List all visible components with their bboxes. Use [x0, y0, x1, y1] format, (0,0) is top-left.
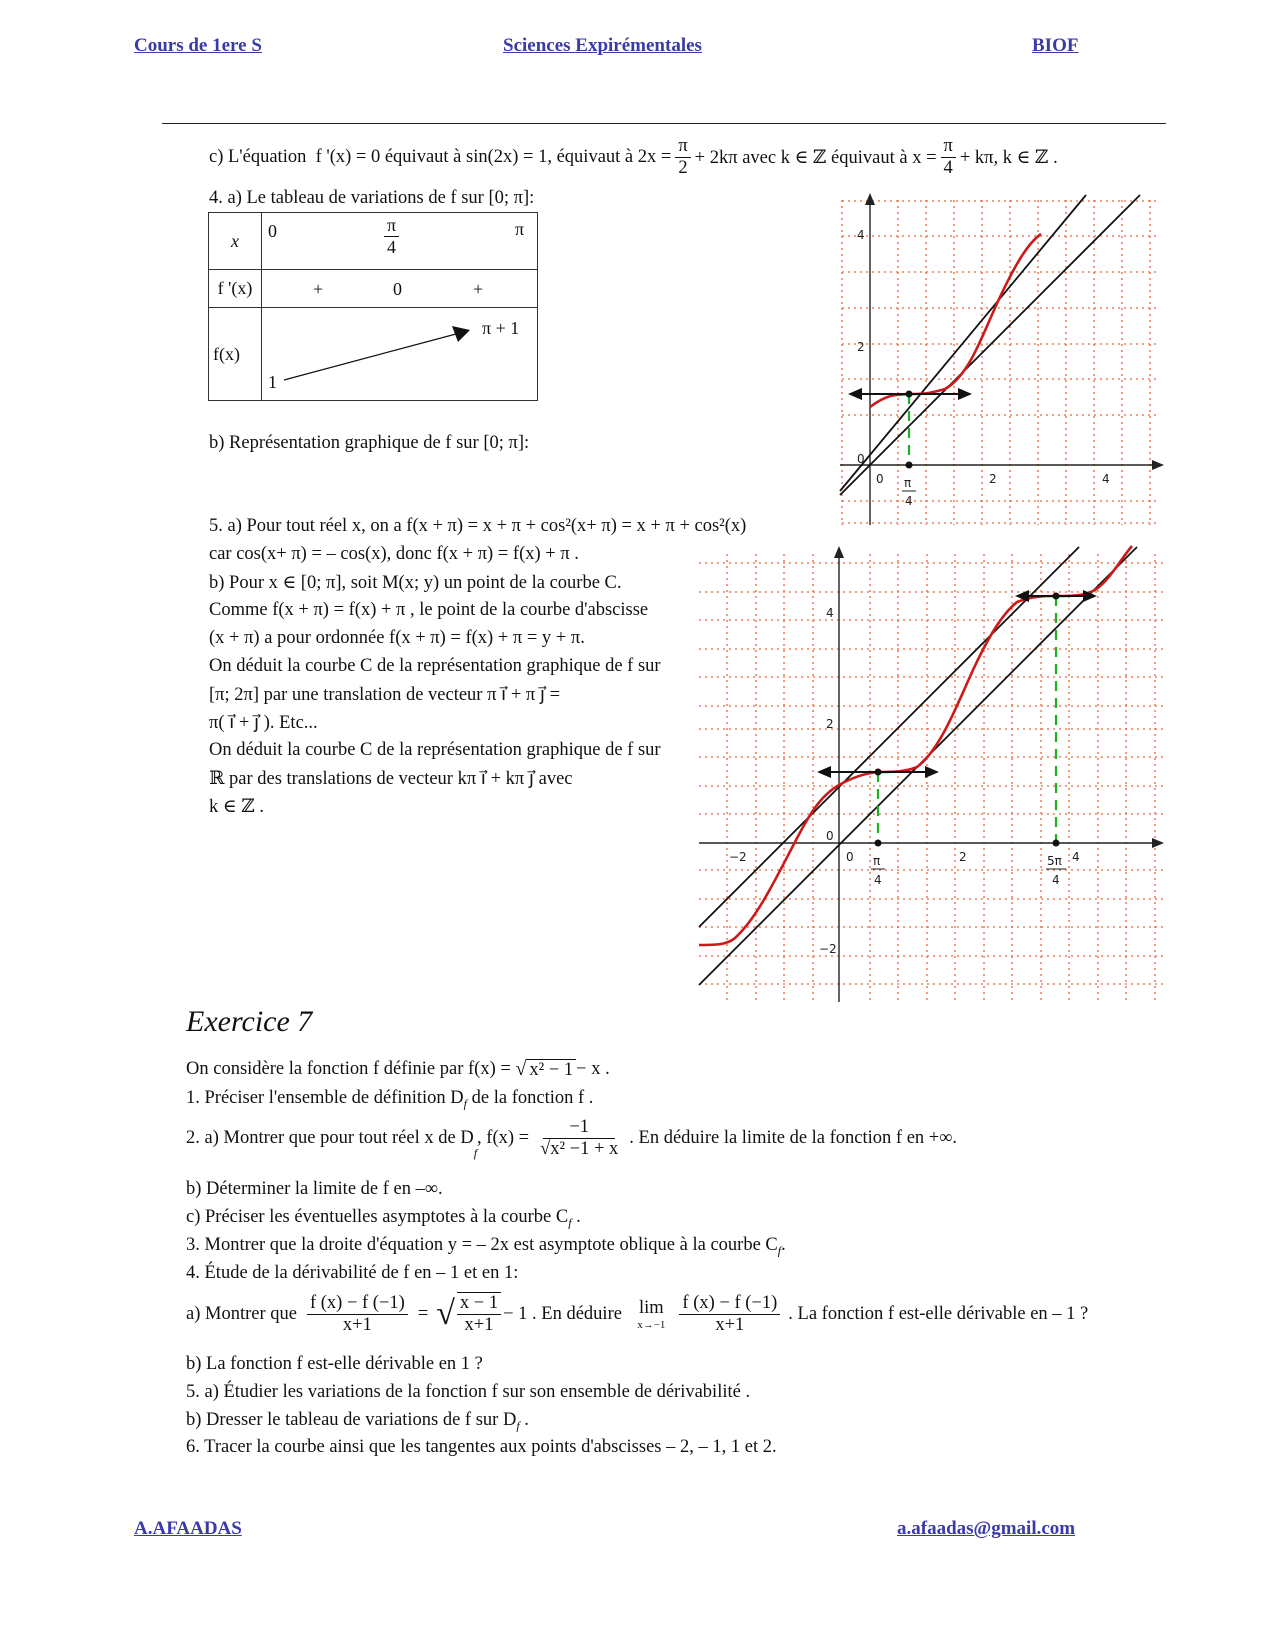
pi-over-2-fraction: $\frac{\pi}{2}$: [675, 136, 690, 180]
curve-f: [699, 546, 1132, 945]
y-tick-4: 4: [857, 228, 865, 242]
y-tick-0: 0: [826, 829, 834, 843]
ex7-q4a: a) Montrer que $\frac{f (x) - f (-1)}{x+1}$ = √ $\frac{x - 1}{x+1}$ − 1 . En déduire lim x→−1 $\frac{f (x) - f (-1)}{x+1}$ . La fonction f est-elle dérivable en – 1 ?: [186, 1292, 1089, 1336]
q2a-fraction: $\frac{-1}{\text{√x² −1 + x}}$: [540, 1117, 619, 1160]
grid: [699, 554, 1163, 1002]
q5-line-2: car cos(x+ π) = – cos(x), donc f(x + π) = f(x) + π .: [209, 544, 579, 564]
y-tick-4: 4: [826, 606, 834, 620]
ex7-q6: 6. Tracer la courbe ainsi que les tangentes aux points d'abscisses – 2, – 1, 1 et 2.: [186, 1437, 777, 1457]
table-f-values: 1 π + 1: [262, 308, 538, 401]
5pi4-denominator: 4: [1052, 873, 1060, 887]
q5-line-4: Comme f(x + π) = f(x) + π , le point de la courbe d'abscisse: [209, 600, 649, 620]
y-tick-minus-2: −2: [819, 942, 837, 956]
header-rule: [162, 123, 1166, 124]
x-tick-2: 2: [959, 850, 967, 864]
q5-line-8: π( i⃗ + j⃗ ). Etc...: [209, 713, 318, 733]
inflection-point-2: [1053, 593, 1060, 600]
ex7-q2c: c) Préciser les éventuelles asymptotes à la courbe $C_f$ .: [186, 1207, 581, 1230]
variation-table: [208, 212, 538, 401]
x-tick-4: 4: [1102, 472, 1110, 486]
table-f-label: f(x): [209, 308, 262, 401]
y-tick-0: 0: [857, 452, 865, 466]
increasing-arrow: [262, 308, 538, 401]
sqrt-icon: √: [436, 1295, 455, 1333]
pi-over-4-point: [906, 462, 913, 469]
x-tick-4: 4: [1072, 850, 1080, 864]
header-center: Sciences Expirémentales: [503, 35, 702, 56]
part-c-t1: c) L'équation: [209, 147, 307, 168]
q5-line-9: On déduit la courbe C de la représentation graphique de f sur: [209, 740, 661, 760]
ex7-q4: 4. Étude de la dérivabilité de f en – 1 et en 1:: [186, 1263, 519, 1283]
sqrt-icon: √: [515, 1058, 527, 1080]
x-axis-arrow-icon: [1152, 460, 1164, 470]
pi4-denominator: 4: [874, 873, 882, 887]
footer-email-link[interactable]: a.afaadas@gmail.com: [897, 1518, 1076, 1539]
grid: [842, 200, 1160, 525]
table-x-label: x: [209, 213, 262, 270]
ex7-q3: 3. Montrer que la droite d'équation y = – 2x est asymptote oblique à la courbe $C_f$.: [186, 1235, 786, 1258]
limit: lim x→−1: [637, 1297, 666, 1331]
y-axis-arrow-icon: [865, 193, 875, 205]
q5-line-6: On déduit la courbe C de la représentation graphique de f sur: [209, 656, 661, 676]
part-c-line: [209, 136, 1058, 180]
pi4-denominator: 4: [905, 494, 913, 508]
tangent-left-arrow-icon: [848, 388, 862, 400]
pi4-numerator: π: [873, 854, 881, 868]
ex7-q1: 1. Préciser l'ensemble de définition $D_f$ de la fonction f .: [186, 1088, 594, 1111]
ex7-q2a: 2. a) Montrer que pour tout réel x de D $_f$ , f(x) = $\frac{-1}{\text{√x² −1 + x}}$ . En déduire la limite de la fonction f en +∞.: [186, 1117, 958, 1160]
ex7-q4b: b) La fonction f est-elle dérivable en 1 ?: [186, 1354, 483, 1374]
part-c-t2: f '(x) = 0 équivaut à sin(2x) = 1, équivaut à 2x =: [315, 147, 672, 168]
table-deriv-signs: + 0 +: [262, 270, 538, 308]
q5-line-5: (x + π) a pour ordonnée f(x + π) = f(x) + π = y + π.: [209, 628, 585, 648]
lower-bound-line: [840, 195, 1140, 495]
inflection-point-1: [875, 769, 882, 776]
axes: [840, 197, 1160, 525]
table-deriv-label: f '(x): [209, 270, 262, 308]
ex7-q5b: b) Dresser le tableau de variations de f sur $D_f$ .: [186, 1410, 529, 1433]
q5-line-7: [π; 2π] par une translation de vecteur π i⃗ + π j⃗ =: [209, 685, 561, 705]
x-tick-0: 0: [876, 472, 884, 486]
5pi4-numerator: 5π: [1047, 854, 1062, 868]
inflection-point: [906, 391, 913, 398]
ex7-intro: On considère la fonction f définie par f(x) = √ x² − 1 − x .: [186, 1058, 610, 1080]
q4a-fraction-3: $\frac{f (x) - f (-1)}{x+1}$: [679, 1293, 780, 1337]
ex7-q5a: 5. a) Étudier les variations de la fonction f sur son ensemble de dérivabilité .: [186, 1382, 751, 1402]
pi-over-4-point: [875, 840, 882, 847]
x-axis-arrow-icon: [1152, 838, 1164, 848]
tangent-right-arrow-icon: [958, 388, 972, 400]
y-tick-2: 2: [857, 340, 865, 354]
part-c-t3: + 2kπ avec k ∈ ℤ équivaut à x =: [694, 147, 937, 168]
tangent1-left-arrow-icon: [817, 766, 831, 778]
exercise-title: Exercice 7: [186, 1005, 313, 1038]
x-tick-minus-2: −2: [729, 850, 747, 864]
y-tick-2: 2: [826, 717, 834, 731]
y-axis-arrow-icon: [834, 546, 844, 558]
q5-line-3: b) Pour x ∈ [0; π], soit M(x; y) un point de la courbe C.: [209, 573, 622, 593]
header-left: Cours de 1ere S: [134, 35, 262, 56]
upper-bound-line: [840, 195, 1086, 491]
graph-periodic: [695, 540, 1170, 1005]
q4a-fraction-2: $\frac{x - 1}{x+1}$: [457, 1292, 501, 1337]
x-tick-2: 2: [989, 472, 997, 486]
header-right: BIOF: [1032, 35, 1079, 56]
tangent1-right-arrow-icon: [925, 766, 939, 778]
q5-line-10: ℝ par des translations de vecteur kπ i⃗ + kπ j⃗ avec: [209, 769, 573, 789]
q5-line-1: 5. a) Pour tout réel x, on a f(x + π) = x + π + cos²(x+ π) = x + π + cos²(x): [209, 516, 747, 536]
pi4-numerator: π: [904, 476, 912, 490]
table-x-values: 0 $\frac{\pi}{4}$ π: [262, 213, 538, 270]
q5-line-11: k ∈ ℤ .: [209, 797, 264, 817]
pi-over-4-fraction: $\frac{\pi}{4}$: [941, 136, 956, 180]
part-c-t4: + kπ, k ∈ ℤ .: [959, 147, 1058, 168]
q4a-fraction-1: $\frac{f (x) - f (-1)}{x+1}$: [307, 1293, 408, 1337]
5pi-over-4-point: [1053, 840, 1060, 847]
q4-title: 4. a) Le tableau de variations de f sur [0; π]:: [209, 188, 535, 208]
q4-b: b) Représentation graphique de f sur [0; π]:: [209, 433, 530, 453]
ex7-q2b: b) Déterminer la limite de f en –∞.: [186, 1179, 443, 1199]
footer-author: A.AFAADAS: [134, 1518, 242, 1539]
x-tick-0: 0: [846, 850, 854, 864]
graph-0-pi: [830, 185, 1170, 530]
